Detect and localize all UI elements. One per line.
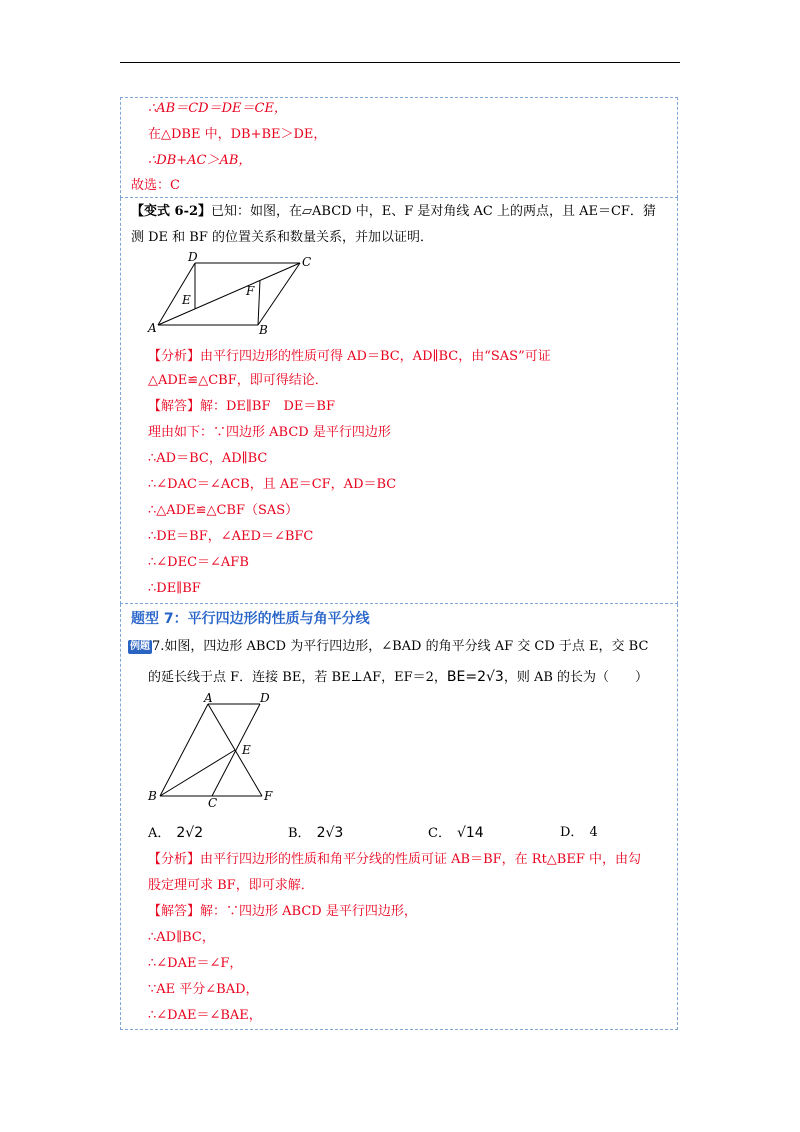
solution-line: ∴DE∥BF xyxy=(148,581,201,596)
analysis-line: 【分析】由平行四边形的性质和角平分线的性质可证 AB＝BF，在 Rt△BEF 中，由勾 xyxy=(148,852,641,867)
vertex-label-C: C xyxy=(208,796,218,808)
proof-line: 在△DBE 中，DB+BE＞DE， xyxy=(148,127,327,142)
example-question-text-3: ，则 AB 的长为（ ） xyxy=(503,670,649,685)
variant-question-line-2: 测 DE 和 BF 的位置关系和数量关系，并加以证明． xyxy=(131,230,434,245)
solution-line: 理由如下：∵四边形 ABCD 是平行四边形 xyxy=(148,425,391,440)
parallelogram-figure-1 xyxy=(140,248,320,338)
example-question-text: 7.如图，四边形 ABCD 为平行四边形，∠BAD 的角平分线 AF 交 CD 于点 E，交 BC xyxy=(152,639,649,654)
analysis-line: 【分析】由平行四边形的性质可得 AD＝BC，AD∥BC，由“SAS”可证 xyxy=(148,349,551,364)
point-label-F: F xyxy=(246,284,255,298)
solution-line: ∴DE＝BF，∠AED＝∠BFC xyxy=(148,529,314,544)
answer-choice-line: 故选：C xyxy=(131,178,180,193)
vertex-label-D: D xyxy=(188,250,198,264)
vertex-label-B: B xyxy=(259,323,268,337)
option-key: C． xyxy=(428,826,451,841)
given-BE-value: BE=2√3 xyxy=(446,669,504,685)
solution-line: ∵AE 平分∠BAD， xyxy=(148,982,259,997)
vertex-label-A: A xyxy=(204,691,213,705)
option-key: A． xyxy=(148,826,171,841)
example-badge: 例题 xyxy=(130,641,150,652)
point-label-E: E xyxy=(182,293,191,307)
analysis-line-2: △ADE≌△CBF，即可得结论． xyxy=(148,373,328,388)
variant-question-line xyxy=(131,203,656,221)
header-rule xyxy=(120,62,680,63)
option-D xyxy=(560,824,598,842)
option-value: √14 xyxy=(456,825,484,841)
solution-line: 【解答】解：∵四边形 ABCD 是平行四边形， xyxy=(148,904,417,919)
analysis-line-2: 股定理可求 BF，即可求解． xyxy=(148,878,314,893)
proof-line: ∴DB+AC＞AB， xyxy=(148,153,252,168)
segment-DC xyxy=(212,704,260,796)
segment-BF xyxy=(258,280,260,325)
solution-line: ∴∠DEC＝∠AFB xyxy=(148,555,249,570)
vertex-label-C: C xyxy=(302,255,312,269)
option-value: 4 xyxy=(589,825,598,840)
example-question-line-2 xyxy=(148,668,648,687)
option-value: 2√3 xyxy=(316,825,344,841)
option-B xyxy=(288,824,343,843)
vertex-label-B: B xyxy=(148,789,157,803)
point-label-F: F xyxy=(264,789,273,803)
option-value: 2√2 xyxy=(176,825,204,841)
example-question-line xyxy=(128,638,648,656)
segment-AB xyxy=(160,704,208,796)
solution-line: 【解答】解：DE∥BF DE＝BF xyxy=(148,399,335,414)
solution-line: ∴∠DAC＝∠ACB，且 AE＝CF，AD＝BC xyxy=(148,477,397,492)
section-title: 题型 7：平行四边形的性质与角平分线 xyxy=(131,611,370,627)
solution-line: ∴AD∥BC， xyxy=(148,930,215,945)
solution-line: ∴∠DAE＝∠BAE， xyxy=(148,1008,262,1023)
vertex-label-D: D xyxy=(260,691,270,705)
option-A xyxy=(148,824,203,843)
solution-line: ∴△ADE≌△CBF（SAS） xyxy=(148,503,299,518)
option-key: B． xyxy=(288,826,311,841)
proof-line: ∴AB＝CD＝DE＝CE， xyxy=(148,101,287,116)
vertex-label-A: A xyxy=(148,321,157,335)
point-label-E: E xyxy=(242,743,251,757)
example-question-text-2: 的延长线于点 F．连接 BE，若 BE⊥AF，EF＝2， xyxy=(148,670,447,685)
variant-question-text: 已知：如图，在▱ABCD 中，E、F 是对角线 AC 上的两点，且 AE＝CF．猜 xyxy=(211,204,656,219)
option-key: D． xyxy=(560,825,584,840)
parallelogram-figure-2 xyxy=(140,690,290,808)
solution-line: ∴AD＝BC，AD∥BC xyxy=(148,451,268,466)
solution-line: ∴∠DAE＝∠F， xyxy=(148,956,243,971)
variant-label: 【变式 6-2】 xyxy=(131,204,212,219)
option-C xyxy=(428,824,484,843)
